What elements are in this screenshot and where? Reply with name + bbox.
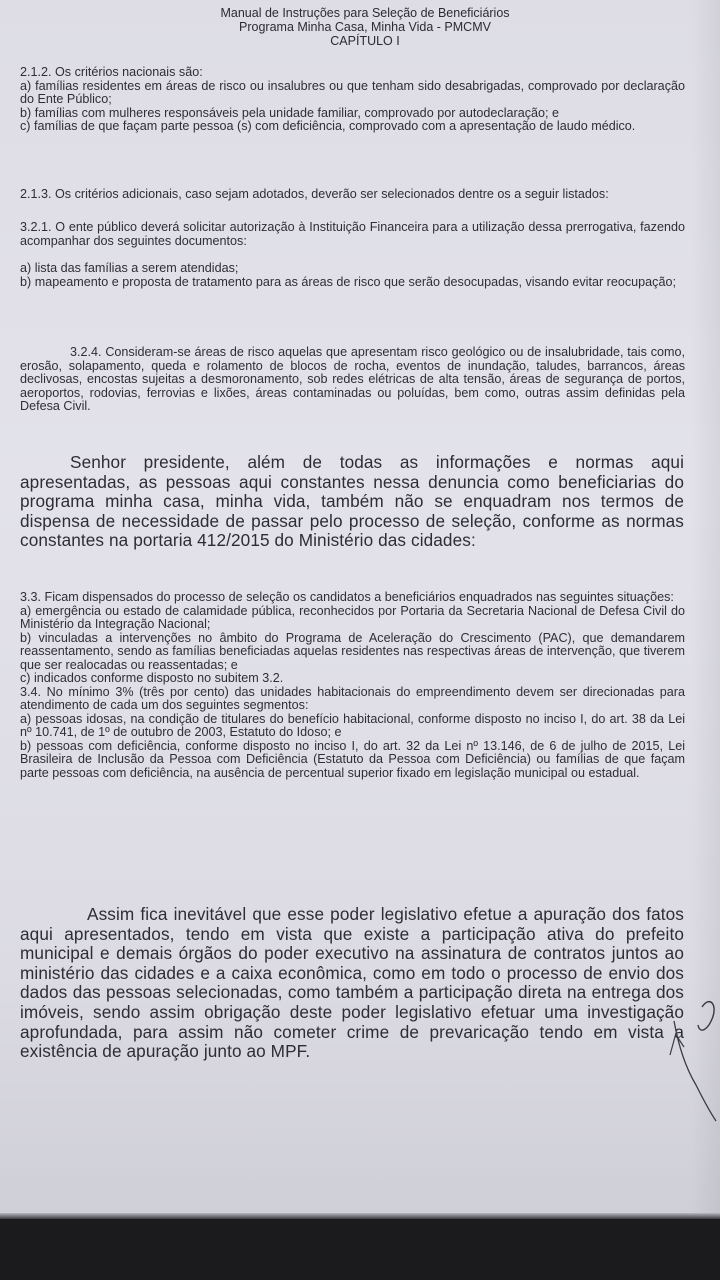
item-3-2-1-a: a) lista das famílias a serem atendidas; <box>20 261 239 275</box>
criterio-nacional-c: c) famílias de que façam parte pessoa (s) com deficiência, comprovado com a apresentação de laudo médico. <box>20 119 636 133</box>
item-3-4-b: b) pessoas com deficiência, conforme disposto no inciso I, do art. 32 da Lei nº 13.146, de 6 de julho de 2015, Lei Brasileira de Inclusão da Pessoa com Deficiência (Estatuto da Pessoa com Deficiência) ou famílias de que façam parte pessoas com deficiência, na ausência de percentual superior fixado em legislação municipal ou estadual. <box>20 738 685 780</box>
item-3-3-text: 3.3. Ficam dispensados do processo de seleção os candidatos a beneficiários enquadrados nas seguintes situações: <box>20 590 674 604</box>
section-item-3-3 <box>20 591 685 780</box>
header-chapter: CAPÍTULO I <box>330 34 400 48</box>
criterios-nacionais-title: 2.1.2. Os critérios nacionais são: <box>20 65 203 79</box>
criterios-adicionais-title: 2.1.3. Os critérios adicionais, caso sejam adotados, deverão ser selecionados dentre os a seguir listados: <box>20 187 609 201</box>
handwritten-signature-mark <box>640 985 720 1125</box>
header-manual-title: Manual de Instruções para Seleção de Beneficiários <box>220 6 510 20</box>
item-3-2-1-text: 3.2.1. O ente público deverá solicitar autorização à Instituição Financeira para a utilização dessa prerrogativa, fazendo acompanhar dos seguintes documentos: <box>20 220 685 248</box>
paragraph-presidente-text: Senhor presidente, além de todas as informações e normas aqui apresentadas, as pessoas aqui constantes nessa denuncia como beneficiarias do programa minha casa, minha vida, também não se enquadram nos termos de dispensa de necessidade de passar pelo processo de seleção, conforme as normas constantes na portaria 412/2015 do Ministério das cidades: <box>20 452 684 551</box>
item-3-4-a: a) pessoas idosas, na condição de titulares do benefício habitacional, conforme disposto no inciso I, do art. 38 da Lei nº 10.741, de 1º de outubro de 2003, Estatuto do Idoso; e <box>20 711 685 739</box>
header-program-name: Programa Minha Casa, Minha Vida - PMCMV <box>239 20 491 34</box>
document-header <box>150 6 580 48</box>
item-3-2-4-text: 3.2.4. Consideram-se áreas de risco aquelas que apresentam risco geológico ou de insalubridade, tais como, erosão, solapamento, queda e rolamento de blocos de rocha, eventos de inundação, taludes, barrancos, áreas declivosas, encostas sujeitas a desmoronamento, sob redes elétricas de alta tensão, áreas de segurança de portos, aeroportos, rodovias, ferrovias e lixões, áreas contaminadas ou poluídas, bem como, outras assim definidas pela Defesa Civil. <box>20 345 685 413</box>
item-3-4-text: 3.4. No mínimo 3% (três por cento) das unidades habitacionais do empreendimento devem ser direcionadas para atendimento de cada um dos seguintes segmentos: <box>20 684 685 712</box>
page-bottom-edge <box>0 1213 720 1219</box>
criterio-nacional-a: a) famílias residentes em áreas de risco ou insalubres ou que tenham sido desabrigadas, comprovado por declaração do Ente Público; <box>20 78 685 106</box>
paragraph-conclusao-text: Assim fica inevitável que esse poder legislativo efetue a apuração dos fatos aqui apresentados, tendo em vista que existe a participação ativa do prefeito municipal e demais órgãos do poder executivo na assinatura de contratos juntos ao ministério das cidades e a caixa econômica, como em todo o processo de envio dos dados das pessoas selecionadas, como também a participação direta na entrega dos imóveis, sendo assim obrigação deste poder legislativo efetuar uma investigação aprofundada, para assim não cometer crime de prevaricação tendo em vista a existência de apuração junto ao MPF. <box>20 904 684 1062</box>
section-criterios-nacionais <box>20 66 685 134</box>
section-item-3-2-1 <box>20 221 685 289</box>
item-3-2-1-b: b) mapeamento e proposta de tratamento para as áreas de risco que serão desocupadas, visando evitar reocupação; <box>20 274 676 289</box>
item-3-3-c: c) indicados conforme disposto no subitem 3.2. <box>20 671 284 685</box>
paragraph-presidente <box>20 453 684 551</box>
section-criterios-adicionais <box>20 188 685 202</box>
item-3-3-a: a) emergência ou estado de calamidade pública, reconhecidos por Portaria da Secretaria Nacional de Defesa Civil do Ministério da Integração Nacional; <box>20 603 685 631</box>
item-3-3-b: b) vinculadas a intervenções no âmbito do Programa de Aceleração do Crescimento (PAC), que demandarem reassentamento, sendo as famílias beneficiadas aquelas residentes nas respectivas áreas de intervenção, que tiverem que ser realocadas ou reassentadas; e <box>20 630 685 672</box>
criterio-nacional-b: b) famílias com mulheres responsáveis pela unidade familiar, comprovado por autodeclaração; e <box>20 105 560 120</box>
section-item-3-2-4 <box>20 346 685 414</box>
paragraph-conclusao <box>20 905 684 1062</box>
